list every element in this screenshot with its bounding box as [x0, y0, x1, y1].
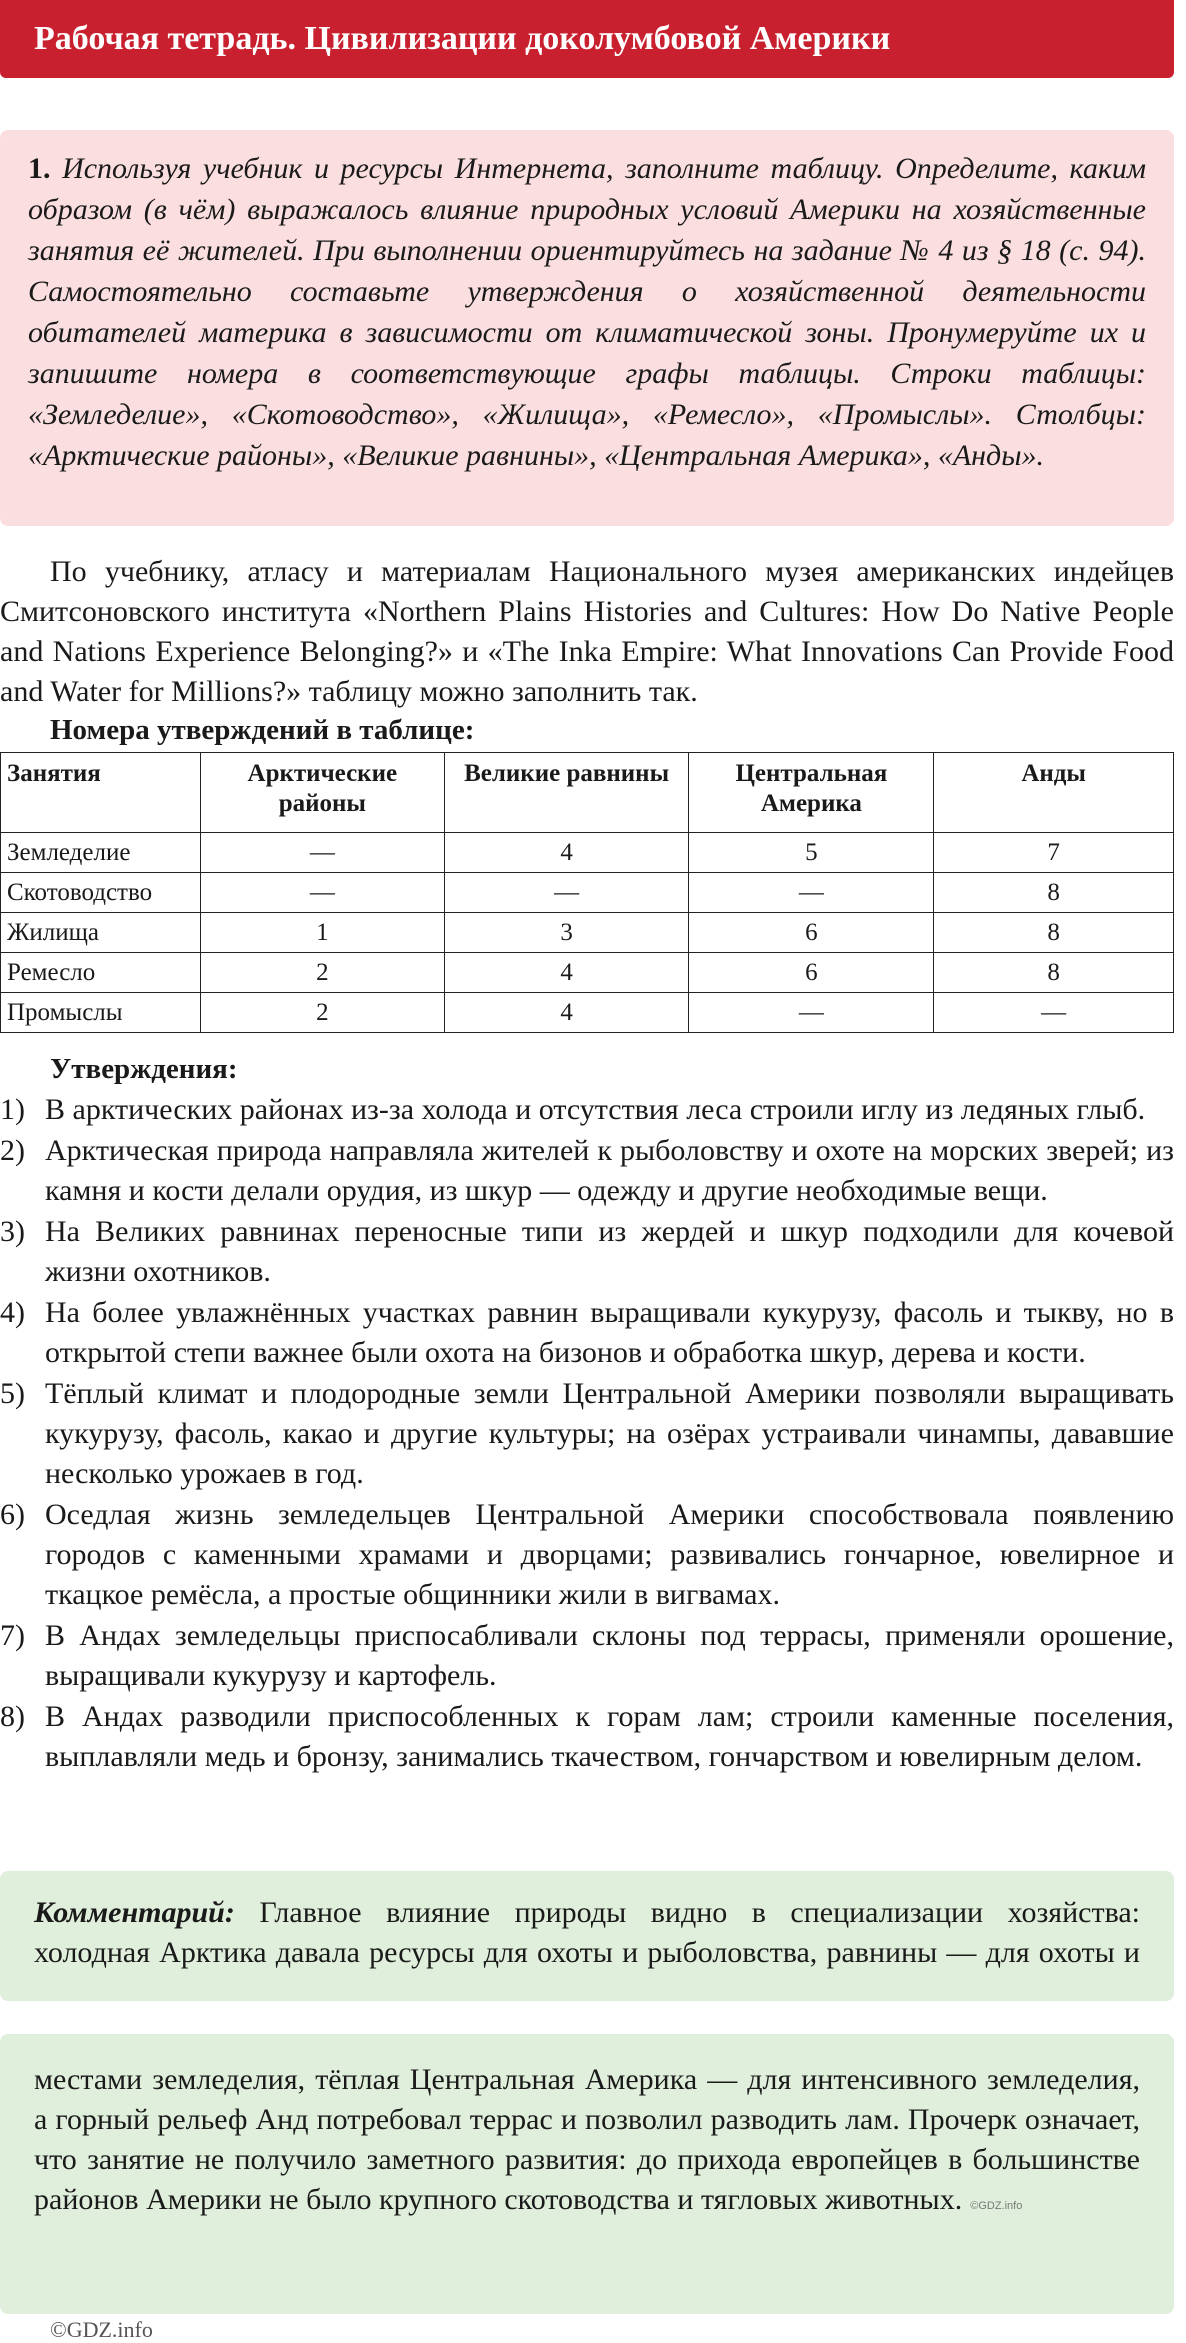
table-cell: 4 — [444, 833, 689, 873]
table-cell: 1 — [200, 913, 444, 953]
column-header: Занятия — [1, 753, 201, 833]
list-item — [0, 1212, 1174, 1292]
table-cell: — — [934, 993, 1174, 1033]
row-label: Земледелие — [1, 833, 201, 873]
comment-label: Комментарий: — [34, 1896, 235, 1929]
table-cell: 8 — [934, 913, 1174, 953]
table-cell: 2 — [200, 993, 444, 1033]
item-number: 7) — [0, 1619, 25, 1652]
row-label: Ремесло — [1, 953, 201, 993]
column-header: Великие равнины — [444, 753, 689, 833]
table-cell: — — [444, 873, 689, 913]
item-number: 2) — [0, 1134, 25, 1167]
table-cell: — — [200, 873, 444, 913]
row-label: Скотоводство — [1, 873, 201, 913]
table-row — [1, 833, 1174, 873]
column-header: Центральная Америка — [689, 753, 934, 833]
table-title: Номера утверждений в таблице: — [50, 714, 475, 746]
task-box — [0, 130, 1174, 526]
table-cell: 6 — [689, 913, 934, 953]
item-number: 8) — [0, 1700, 25, 1733]
list-item — [0, 1131, 1174, 1211]
statements-title: Утверждения: — [50, 1053, 238, 1085]
item-text: На более увлажнённых участках равнин выращивали кукурузу, фасоль и тыкву, но в открытой степи важнее были охота на бизонов и обработка шкур, дерева и кости. — [45, 1296, 1174, 1369]
table-header-row — [1, 753, 1174, 833]
item-number: 5) — [0, 1377, 25, 1410]
item-text: В Андах разводили приспособленных к горам лам; строили каменные поселения, выплавляли медь и бронзу, занимались ткачеством, гончарством и ювелирным делом. — [45, 1700, 1174, 1773]
inline-watermark: ©GDZ.info — [970, 2200, 1023, 2212]
list-item — [0, 1616, 1174, 1696]
statements-list — [0, 1090, 1174, 1778]
footer-watermark: ©GDZ.info — [50, 2317, 153, 2342]
table-cell: 6 — [689, 953, 934, 993]
table-cell: 8 — [934, 953, 1174, 993]
item-number: 1) — [0, 1093, 25, 1126]
list-item — [0, 1697, 1174, 1777]
comment-text-continued: местами земледелия, тёплая Центральная Америка — для интенсивного земледелия, а горный рельеф Анд потребовал террас и позволил разводить лам. Прочерк означает, что занятие не получило заметного развития: до прихода европейцев в большинстве районов Америки не было крупного скотоводства и тягловых животных. — [34, 2063, 1140, 2216]
table-cell: 5 — [689, 833, 934, 873]
table-cell: 4 — [444, 953, 689, 993]
item-number: 4) — [0, 1296, 25, 1329]
table-row — [1, 873, 1174, 913]
item-text: Арктическая природа направляла жителей к рыболовству и охоте на морских зверей; из камня и кости делали орудия, из шкур — одежду и другие необходимые вещи. — [45, 1134, 1174, 1207]
list-item — [0, 1293, 1174, 1373]
table-row — [1, 913, 1174, 953]
table-cell: 8 — [934, 873, 1174, 913]
table-cell: 3 — [444, 913, 689, 953]
row-label: Промыслы — [1, 993, 201, 1033]
page-header — [0, 0, 1174, 78]
table-cell: 7 — [934, 833, 1174, 873]
intro-paragraph: По учебнику, атласу и материалам Национального музея американских индейцев Смитсоновского института «Northern Plains Histories and Cultures: How Do Native People and Nations Experience Belonging?» и «The Inka Empire: What Innovations Can Provide Food and Water for Millions?» таблицу можно заполнить так. — [0, 555, 1174, 708]
list-item — [0, 1495, 1174, 1615]
item-text: На Великих равнинах переносные типи из жердей и шкур подходили для кочевой жизни охотников. — [45, 1215, 1174, 1288]
task-number: 1. — [28, 152, 51, 185]
column-header: Арктические районы — [200, 753, 444, 833]
table-cell: 4 — [444, 993, 689, 1033]
item-number: 3) — [0, 1215, 25, 1248]
item-text: Оседлая жизнь земледельцев Центральной Америки способствовала появлению городов с каменными храмами и дворцами; развивались гончарное, ювелирное и ткацкое ремёсла, а простые общинники жили в вигвамах. — [45, 1498, 1174, 1611]
comment-box — [0, 1871, 1174, 2001]
table-row — [1, 993, 1174, 1033]
list-item — [0, 1374, 1174, 1494]
table-cell: — — [689, 873, 934, 913]
table-cell: — — [200, 833, 444, 873]
column-header: Анды — [934, 753, 1174, 833]
page-title: Рабочая тетрадь. Цивилизации доколумбовой Америки — [34, 20, 891, 57]
task-text: Используя учебник и ресурсы Интернета, заполните таблицу. Определите, каким образом (в чём) выражалось влияние природных условий Америки на хозяйственные занятия её жителей. При выполнении ориентируйтесь на задание № 4 из § 18 (с. 94). Самостоятельно составьте утверждения о хозяйственной деятельности обитателей материка в зависимости от климатической зоны. Пронумеруйте их и запишите номера в соответствующие графы таблицы. Строки таблицы: «Земледелие», «Скотоводство», «Жилища», «Ремесло», «Промыслы». Столбцы: «Арктические районы», «Великие равнины», «Центральная Америка», «Анды». — [28, 152, 1147, 472]
comment-text: Главное влияние природы видно в специализации хозяйства: холодная Арктика давала ресурсы для охоты и рыболовства, равнины — для охоты и — [34, 1896, 1140, 1969]
table-cell: 2 — [200, 953, 444, 993]
table-cell: — — [689, 993, 934, 1033]
list-item — [0, 1090, 1174, 1130]
row-label: Жилища — [1, 913, 201, 953]
comment-continuation-box — [0, 2034, 1174, 2314]
item-text: В Андах земледельцы приспосабливали склоны под террасы, применяли орошение, выращивали кукурузу и картофель. — [45, 1619, 1174, 1692]
table-row — [1, 953, 1174, 993]
item-text: В арктических районах из-за холода и отсутствия леса строили иглу из ледяных глыб. — [45, 1093, 1146, 1126]
item-number: 6) — [0, 1498, 25, 1531]
item-text: Тёплый климат и плодородные земли Центральной Америки позволяли выращивать кукурузу, фасоль, какао и другие культуры; на озёрах устраивали чинампы, дававшие несколько урожаев в год. — [45, 1377, 1174, 1490]
statements-table — [0, 752, 1174, 1033]
